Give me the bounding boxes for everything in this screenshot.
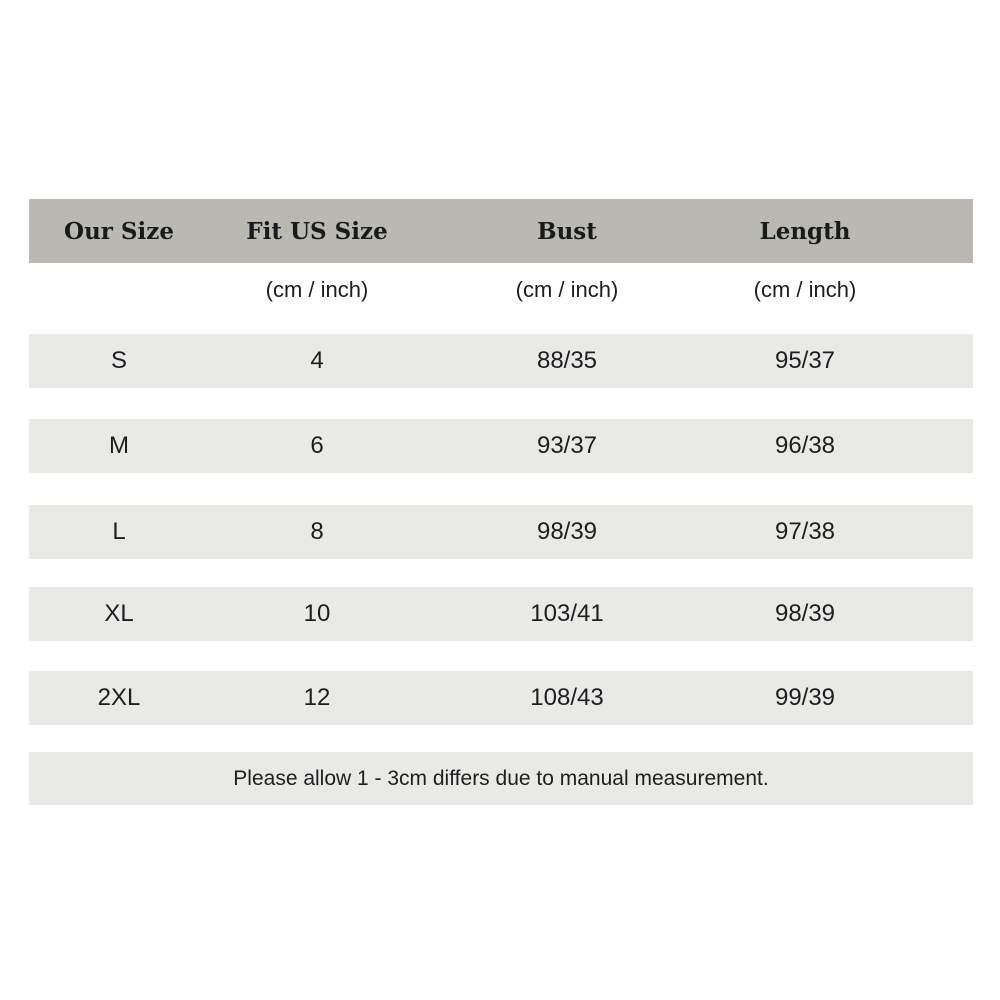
cell-our-size: L bbox=[112, 518, 126, 545]
cell-length: 96/38 bbox=[774, 432, 836, 459]
cell-fit-us-size: 12 bbox=[303, 684, 331, 711]
units-row bbox=[29, 263, 973, 316]
measurement-note bbox=[29, 752, 973, 805]
cell-fit-us-size: 8 bbox=[310, 518, 324, 545]
table-row bbox=[29, 587, 973, 641]
units-bust: (cm / inch) bbox=[515, 276, 619, 302]
header-our-size: Our Size bbox=[64, 217, 174, 245]
cell-our-size: S bbox=[110, 347, 128, 374]
cell-fit-us-size: 6 bbox=[310, 432, 324, 459]
cell-bust: 98/39 bbox=[536, 518, 598, 545]
header-bust: Bust bbox=[537, 217, 597, 245]
cell-length: 95/37 bbox=[774, 347, 836, 374]
cell-our-size: M bbox=[109, 432, 129, 459]
table-row bbox=[29, 505, 973, 559]
cell-bust: 93/37 bbox=[536, 432, 598, 459]
cell-fit-us-size: 10 bbox=[303, 600, 331, 627]
cell-our-size: 2XL bbox=[97, 684, 141, 711]
cell-fit-us-size: 4 bbox=[310, 347, 324, 374]
cell-length: 99/39 bbox=[774, 684, 836, 711]
header-length: Length bbox=[759, 217, 851, 245]
cell-length: 98/39 bbox=[774, 600, 836, 627]
cell-bust: 108/43 bbox=[530, 684, 604, 711]
table-row bbox=[29, 671, 973, 725]
table-row bbox=[29, 334, 973, 388]
header-fit-us-size: Fit US Size bbox=[246, 217, 388, 245]
cell-our-size: XL bbox=[104, 600, 134, 627]
units-length: (cm / inch) bbox=[753, 276, 857, 302]
units-fit-us-size: (cm / inch) bbox=[265, 276, 369, 302]
cell-length: 97/38 bbox=[774, 518, 836, 545]
table-header bbox=[29, 199, 973, 263]
cell-bust: 103/41 bbox=[530, 600, 604, 627]
note-text: Please allow 1 - 3cm differs due to manual measurement. bbox=[233, 766, 769, 790]
cell-bust: 88/35 bbox=[536, 347, 598, 374]
table-row bbox=[29, 419, 973, 473]
